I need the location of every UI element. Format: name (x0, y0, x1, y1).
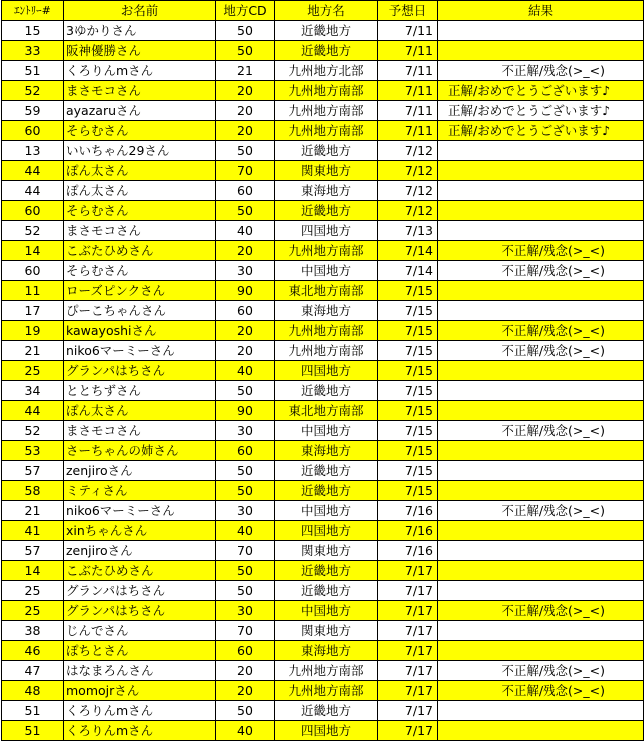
entry-cell: 51 (2, 721, 64, 741)
entry-cell: 52 (2, 421, 64, 441)
region-cell: 九州地方南部 (275, 121, 378, 141)
date-cell: 7/17 (378, 601, 438, 621)
date-cell: 7/17 (378, 621, 438, 641)
code-cell: 50 (216, 561, 275, 581)
table-row (2, 261, 644, 281)
name-cell: ローズピンクさん (64, 281, 216, 301)
entry-cell: 48 (2, 681, 64, 701)
name-cell: じんでさん (64, 621, 216, 641)
entry-cell: 21 (2, 341, 64, 361)
name-cell: まさモコさん (64, 421, 216, 441)
region-cell: 近畿地方 (275, 481, 378, 501)
date-cell: 7/12 (378, 201, 438, 221)
date-cell: 7/15 (378, 281, 438, 301)
region-cell: 東北地方南部 (275, 401, 378, 421)
name-cell: そらむさん (64, 261, 216, 281)
result-cell: 不正解/残念(>_<) (438, 681, 644, 701)
code-cell: 20 (216, 241, 275, 261)
result-cell: 正解/おめでとうございます♪ (438, 101, 644, 121)
code-cell: 50 (216, 701, 275, 721)
name-cell: いいちゃん29さん (64, 141, 216, 161)
code-cell: 20 (216, 321, 275, 341)
code-cell: 70 (216, 541, 275, 561)
name-cell: グランパはちさん (64, 581, 216, 601)
header-name: お名前 (64, 1, 216, 21)
result-cell (438, 561, 644, 581)
entry-cell: 53 (2, 441, 64, 461)
code-cell: 30 (216, 261, 275, 281)
name-cell: momojrさん (64, 681, 216, 701)
region-cell: 四国地方 (275, 521, 378, 541)
table-row (2, 321, 644, 341)
result-cell (438, 521, 644, 541)
entry-cell: 60 (2, 201, 64, 221)
table-row (2, 281, 644, 301)
code-cell: 20 (216, 81, 275, 101)
result-cell (438, 141, 644, 161)
result-cell (438, 701, 644, 721)
name-cell: 3ゆかりさん (64, 21, 216, 41)
table-row (2, 41, 644, 61)
table-row (2, 381, 644, 401)
name-cell: グランパはちさん (64, 601, 216, 621)
date-cell: 7/17 (378, 701, 438, 721)
code-cell: 50 (216, 41, 275, 61)
date-cell: 7/14 (378, 241, 438, 261)
table-row (2, 201, 644, 221)
code-cell: 40 (216, 221, 275, 241)
name-cell: こぶたひめさん (64, 241, 216, 261)
date-cell: 7/15 (378, 341, 438, 361)
name-cell: グランパはちさん (64, 361, 216, 381)
region-cell: 九州地方南部 (275, 81, 378, 101)
code-cell: 50 (216, 581, 275, 601)
name-cell: zenjiroさん (64, 461, 216, 481)
entry-cell: 57 (2, 541, 64, 561)
region-cell: 東海地方 (275, 641, 378, 661)
name-cell: ぽん太さん (64, 181, 216, 201)
table-header (2, 1, 644, 21)
table-row (2, 241, 644, 261)
header-date: 予想日 (378, 1, 438, 21)
date-cell: 7/15 (378, 301, 438, 321)
date-cell: 7/12 (378, 181, 438, 201)
result-cell (438, 381, 644, 401)
date-cell: 7/17 (378, 581, 438, 601)
entry-cell: 46 (2, 641, 64, 661)
entry-cell: 44 (2, 161, 64, 181)
table-row (2, 501, 644, 521)
entry-cell: 52 (2, 221, 64, 241)
name-cell: 阪神優勝さん (64, 41, 216, 61)
table-row (2, 221, 644, 241)
code-cell: 20 (216, 121, 275, 141)
code-cell: 50 (216, 21, 275, 41)
entry-cell: 14 (2, 241, 64, 261)
header-region: 地方名 (275, 1, 378, 21)
name-cell: ぴーこちゃんさん (64, 301, 216, 321)
name-cell: そらむさん (64, 121, 216, 141)
date-cell: 7/11 (378, 41, 438, 61)
code-cell: 70 (216, 161, 275, 181)
result-cell (438, 581, 644, 601)
table-row (2, 141, 644, 161)
date-cell: 7/12 (378, 141, 438, 161)
table-row (2, 461, 644, 481)
date-cell: 7/17 (378, 661, 438, 681)
entry-cell: 51 (2, 61, 64, 81)
date-cell: 7/11 (378, 121, 438, 141)
table-row (2, 101, 644, 121)
region-cell: 関東地方 (275, 161, 378, 181)
region-cell: 九州地方南部 (275, 321, 378, 341)
entry-cell: 34 (2, 381, 64, 401)
name-cell: ayazaruさん (64, 101, 216, 121)
entry-cell: 21 (2, 501, 64, 521)
table-row (2, 701, 644, 721)
header-entry: ｴﾝﾄﾘｰ# (2, 1, 64, 21)
code-cell: 50 (216, 481, 275, 501)
date-cell: 7/11 (378, 21, 438, 41)
name-cell: niko6マーミーさん (64, 341, 216, 361)
result-cell: 不正解/残念(>_<) (438, 61, 644, 81)
region-cell: 近畿地方 (275, 561, 378, 581)
date-cell: 7/15 (378, 421, 438, 441)
result-cell (438, 401, 644, 421)
date-cell: 7/17 (378, 681, 438, 701)
region-cell: 中国地方 (275, 501, 378, 521)
entry-cell: 13 (2, 141, 64, 161)
result-cell: 不正解/残念(>_<) (438, 421, 644, 441)
region-cell: 東北地方南部 (275, 281, 378, 301)
result-cell (438, 161, 644, 181)
code-cell: 50 (216, 461, 275, 481)
name-cell: こぶたひめさん (64, 561, 216, 581)
entry-cell: 19 (2, 321, 64, 341)
result-cell: 不正解/残念(>_<) (438, 501, 644, 521)
region-cell: 東海地方 (275, 301, 378, 321)
code-cell: 60 (216, 301, 275, 321)
code-cell: 60 (216, 181, 275, 201)
date-cell: 7/16 (378, 501, 438, 521)
code-cell: 90 (216, 281, 275, 301)
header-row (2, 1, 644, 21)
date-cell: 7/12 (378, 161, 438, 181)
region-cell: 九州地方南部 (275, 661, 378, 681)
entry-cell: 25 (2, 581, 64, 601)
entry-cell: 33 (2, 41, 64, 61)
result-cell (438, 221, 644, 241)
code-cell: 30 (216, 421, 275, 441)
header-result: 結果 (438, 1, 644, 21)
name-cell: kawayoshiさん (64, 321, 216, 341)
region-cell: 近畿地方 (275, 141, 378, 161)
code-cell: 20 (216, 681, 275, 701)
entry-cell: 25 (2, 361, 64, 381)
entry-cell: 11 (2, 281, 64, 301)
region-cell: 東海地方 (275, 441, 378, 461)
date-cell: 7/13 (378, 221, 438, 241)
result-cell (438, 281, 644, 301)
entry-cell: 25 (2, 601, 64, 621)
table-row (2, 181, 644, 201)
code-cell: 21 (216, 61, 275, 81)
name-cell: くろりんmさん (64, 701, 216, 721)
code-cell: 20 (216, 661, 275, 681)
table-row (2, 301, 644, 321)
result-cell: 不正解/残念(>_<) (438, 601, 644, 621)
table-row (2, 121, 644, 141)
region-cell: 近畿地方 (275, 381, 378, 401)
table-row (2, 481, 644, 501)
region-cell: 関東地方 (275, 541, 378, 561)
name-cell: くろりんmさん (64, 61, 216, 81)
table-row (2, 341, 644, 361)
entry-cell: 44 (2, 181, 64, 201)
result-cell (438, 721, 644, 741)
table-row (2, 61, 644, 81)
region-cell: 九州地方南部 (275, 681, 378, 701)
code-cell: 50 (216, 201, 275, 221)
date-cell: 7/15 (378, 461, 438, 481)
region-cell: 九州地方南部 (275, 341, 378, 361)
result-cell (438, 441, 644, 461)
entry-cell: 60 (2, 261, 64, 281)
table-body (2, 21, 644, 741)
name-cell: まさモコさん (64, 221, 216, 241)
result-cell: 不正解/残念(>_<) (438, 321, 644, 341)
table-row (2, 361, 644, 381)
name-cell: まさモコさん (64, 81, 216, 101)
result-cell (438, 41, 644, 61)
table-row (2, 421, 644, 441)
table-row (2, 561, 644, 581)
table-row (2, 641, 644, 661)
name-cell: さーちゃんの姉さん (64, 441, 216, 461)
region-cell: 四国地方 (275, 221, 378, 241)
table-row (2, 81, 644, 101)
result-cell (438, 641, 644, 661)
result-cell (438, 181, 644, 201)
table-row (2, 661, 644, 681)
name-cell: ととちずさん (64, 381, 216, 401)
result-cell (438, 361, 644, 381)
date-cell: 7/15 (378, 481, 438, 501)
date-cell: 7/17 (378, 721, 438, 741)
date-cell: 7/14 (378, 261, 438, 281)
result-cell (438, 301, 644, 321)
date-cell: 7/17 (378, 641, 438, 661)
result-cell (438, 21, 644, 41)
code-cell: 70 (216, 621, 275, 641)
entry-cell: 44 (2, 401, 64, 421)
region-cell: 中国地方 (275, 261, 378, 281)
date-cell: 7/15 (378, 361, 438, 381)
table-row (2, 161, 644, 181)
result-cell: 不正解/残念(>_<) (438, 341, 644, 361)
name-cell: はなまろんさん (64, 661, 216, 681)
date-cell: 7/16 (378, 541, 438, 561)
entry-cell: 51 (2, 701, 64, 721)
code-cell: 50 (216, 141, 275, 161)
prediction-table (1, 0, 644, 741)
code-cell: 60 (216, 441, 275, 461)
code-cell: 90 (216, 401, 275, 421)
table-row (2, 621, 644, 641)
result-cell: 正解/おめでとうございます♪ (438, 121, 644, 141)
name-cell: くろりんmさん (64, 721, 216, 741)
entry-cell: 57 (2, 461, 64, 481)
region-cell: 九州地方南部 (275, 101, 378, 121)
region-cell: 近畿地方 (275, 41, 378, 61)
name-cell: そらむさん (64, 201, 216, 221)
table-row (2, 721, 644, 741)
table-row (2, 21, 644, 41)
region-cell: 東海地方 (275, 181, 378, 201)
table-row (2, 441, 644, 461)
entry-cell: 14 (2, 561, 64, 581)
entry-cell: 41 (2, 521, 64, 541)
code-cell: 40 (216, 361, 275, 381)
region-cell: 九州地方南部 (275, 241, 378, 261)
region-cell: 中国地方 (275, 421, 378, 441)
entry-cell: 52 (2, 81, 64, 101)
entry-cell: 17 (2, 301, 64, 321)
date-cell: 7/11 (378, 101, 438, 121)
date-cell: 7/11 (378, 61, 438, 81)
code-cell: 30 (216, 501, 275, 521)
region-cell: 中国地方 (275, 601, 378, 621)
date-cell: 7/15 (378, 321, 438, 341)
region-cell: 四国地方 (275, 721, 378, 741)
region-cell: 四国地方 (275, 361, 378, 381)
name-cell: niko6マーミーさん (64, 501, 216, 521)
entry-cell: 38 (2, 621, 64, 641)
result-cell (438, 481, 644, 501)
table-row (2, 681, 644, 701)
region-cell: 関東地方 (275, 621, 378, 641)
entry-cell: 47 (2, 661, 64, 681)
table-row (2, 581, 644, 601)
date-cell: 7/15 (378, 441, 438, 461)
region-cell: 近畿地方 (275, 461, 378, 481)
date-cell: 7/17 (378, 561, 438, 581)
region-cell: 近畿地方 (275, 201, 378, 221)
entry-cell: 59 (2, 101, 64, 121)
region-cell: 近畿地方 (275, 21, 378, 41)
code-cell: 30 (216, 601, 275, 621)
result-cell: 不正解/残念(>_<) (438, 241, 644, 261)
name-cell: zenjiroさん (64, 541, 216, 561)
region-cell: 九州地方北部 (275, 61, 378, 81)
entry-cell: 58 (2, 481, 64, 501)
code-cell: 50 (216, 381, 275, 401)
name-cell: ぽん太さん (64, 401, 216, 421)
date-cell: 7/11 (378, 81, 438, 101)
date-cell: 7/15 (378, 381, 438, 401)
name-cell: ぽちとさん (64, 641, 216, 661)
result-cell: 正解/おめでとうございます♪ (438, 81, 644, 101)
date-cell: 7/16 (378, 521, 438, 541)
table-row (2, 601, 644, 621)
name-cell: ぽん太さん (64, 161, 216, 181)
table-row (2, 521, 644, 541)
date-cell: 7/15 (378, 401, 438, 421)
table-row (2, 401, 644, 421)
result-cell (438, 621, 644, 641)
code-cell: 20 (216, 341, 275, 361)
code-cell: 20 (216, 101, 275, 121)
region-cell: 近畿地方 (275, 581, 378, 601)
code-cell: 60 (216, 641, 275, 661)
entry-cell: 15 (2, 21, 64, 41)
result-cell: 不正解/残念(>_<) (438, 261, 644, 281)
code-cell: 40 (216, 721, 275, 741)
result-cell: 不正解/残念(>_<) (438, 661, 644, 681)
result-cell (438, 461, 644, 481)
result-cell (438, 541, 644, 561)
name-cell: ミティさん (64, 481, 216, 501)
result-cell (438, 201, 644, 221)
table-row (2, 541, 644, 561)
region-cell: 近畿地方 (275, 701, 378, 721)
name-cell: xinちゃんさん (64, 521, 216, 541)
entry-cell: 60 (2, 121, 64, 141)
header-code: 地方CD (216, 1, 275, 21)
code-cell: 40 (216, 521, 275, 541)
